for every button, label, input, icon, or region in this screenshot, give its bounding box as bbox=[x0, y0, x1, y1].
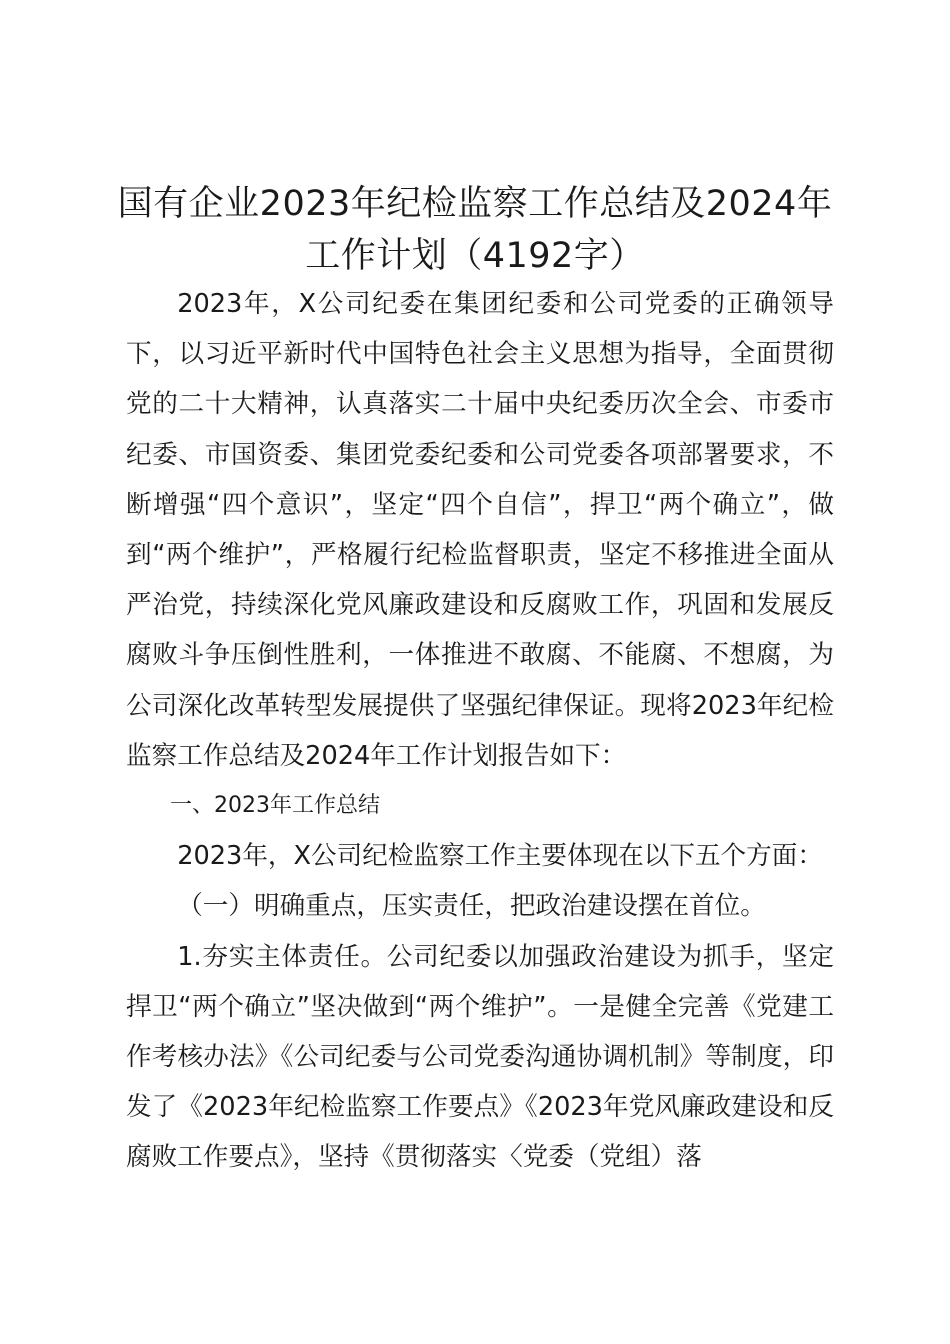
intro-paragraph: 2023年，X公司纪委在集团纪委和公司党委的正确领导下，以习近平新时代中国特色社会主义思想为指导，全面贯彻党的二十大精神，认真落实二十届中央纪委历次全会、市委市纪委、市国资委、集团党委纪委和公司党委各项部署要求，不断增强“四个意识”，坚定“四个自信”，捍卫“两个确立”，做到“两个维护”，严格履行纪检监督职责，坚定不移推进全面从严治党，持续深化党风廉政建设和反腐败工作，巩固和发展反腐败斗争压倒性胜利，一体推进不敢腐、不能腐、不想腐，为公司深化改革转型发展提供了坚强纪律保证。现将2023年纪检监察工作总结及2024年工作计划报告如下： bbox=[126, 289, 834, 771]
summary-paragraph: 2023年，X公司纪检监察工作主要体现在以下五个方面： bbox=[177, 841, 823, 872]
section-heading: 一、2023年工作总结 bbox=[170, 793, 380, 819]
document-body bbox=[126, 279, 834, 1183]
document-title: 国有企业2023年纪检监察工作总结及2024年工作计划（4192字） bbox=[117, 184, 833, 276]
item-paragraph: 1.夯实主体责任。公司纪委以加强政治建设为抓手，坚定捍卫“两个确立”坚决做到“两个维护”。一是健全完善《党建工作考核办法》《公司纪委与公司党委沟通协调机制》等制度，印发了《2023年纪检监察工作要点》《2023年党风廉政建设和反腐败工作要点》，坚持《贯彻落实〈党委（党组）落 bbox=[126, 941, 834, 1173]
subsection-heading: （一）明确重点，压实责任，把政治建设摆在首位。 bbox=[177, 891, 766, 922]
